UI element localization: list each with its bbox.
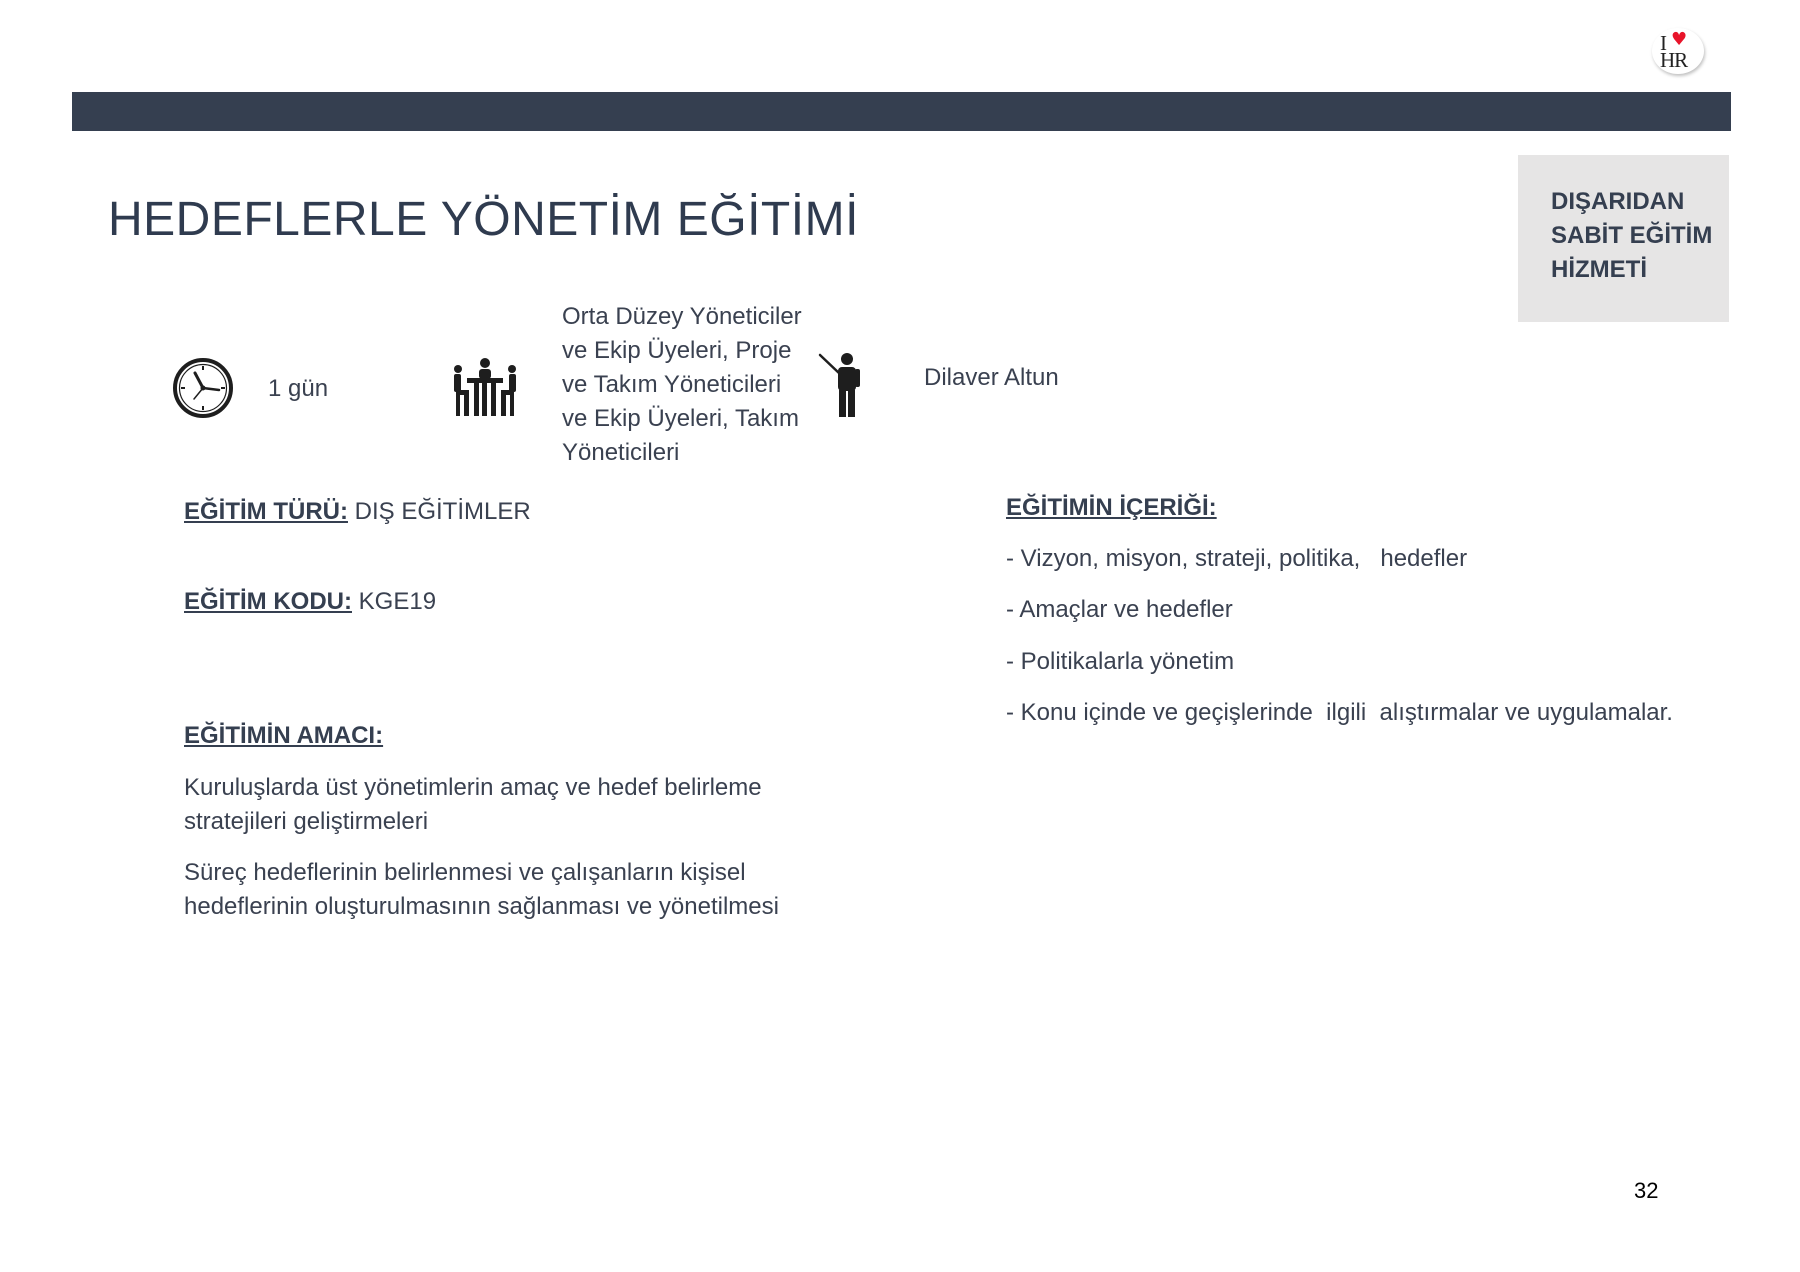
training-type-value: DIŞ EĞİTİMLER xyxy=(354,498,531,525)
heart-icon: ♥ xyxy=(1671,29,1688,50)
training-type xyxy=(184,498,531,526)
service-badge-text: DIŞARIDAN SABİT EĞİTİM HİZMETİ xyxy=(1551,188,1713,283)
logo-letter-i: I xyxy=(1660,31,1667,55)
training-code xyxy=(184,588,436,616)
header-bar xyxy=(72,92,1731,131)
content-item: - Politikalarla yönetim xyxy=(1006,648,1235,675)
training-type-label: EĞİTİM TÜRÜ: xyxy=(184,498,348,525)
clock-icon xyxy=(172,357,234,419)
training-code-label: EĞİTİM KODU: xyxy=(184,588,352,615)
brand-logo xyxy=(1652,28,1704,74)
content-item: - Amaçlar ve hedefler xyxy=(1006,596,1233,623)
trainer-name: Dilaver Altun xyxy=(924,364,1059,391)
trainer-icon xyxy=(818,352,866,418)
page-title: HEDEFLERLE YÖNETİM EĞİTİMİ xyxy=(108,193,859,246)
content-item: - Konu içinde ve geçişlerinde ilgili alıştırmalar ve uygulamalar. xyxy=(1006,699,1673,726)
purpose-paragraph: Kuruluşlarda üst yönetimlerin amaç ve hedef belirleme stratejileri geliştirmeleri xyxy=(184,774,762,835)
page-number: 32 xyxy=(1634,1178,1659,1203)
logo-letters-hr: HR xyxy=(1660,48,1688,72)
training-code-value: KGE19 xyxy=(358,588,437,615)
meeting-audience-icon xyxy=(452,356,518,422)
purpose-paragraph: Süreç hedeflerinin belirlenmesi ve çalışanların kişisel hedeflerinin oluşturulmasının sağlanması ve yönetilmesi xyxy=(184,859,779,920)
audience-value: Orta Düzey Yöneticiler ve Ekip Üyeleri, Proje ve Takım Yöneticileri ve Ekip Üyeleri, Takım Yöneticileri xyxy=(562,303,802,466)
content-item: - Vizyon, misyon, strateji, politika, hedefler xyxy=(1006,545,1468,572)
content-heading: EĞİTİMİN İÇERİĞİ: xyxy=(1006,494,1217,521)
purpose-heading: EĞİTİMİN AMACI: xyxy=(184,722,384,749)
duration-value: 1 gün xyxy=(268,375,329,402)
service-badge xyxy=(1518,155,1729,322)
